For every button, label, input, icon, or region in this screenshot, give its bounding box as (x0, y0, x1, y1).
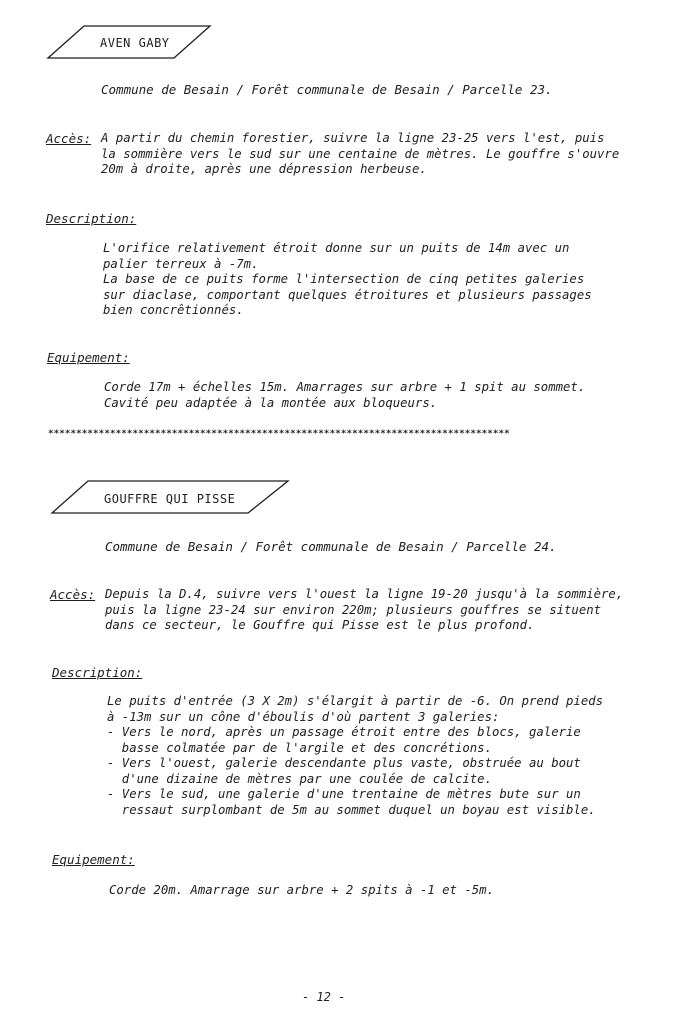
text-line: A partir du chemin forestier, suivre la ligne 23-25 vers l'est, puis (101, 131, 605, 145)
equipement-label: Equipement: (52, 852, 135, 867)
description-label: Description: (52, 665, 143, 680)
text-line: - Vers l'ouest, galerie descendante plus vaste, obstruée au bout (107, 756, 581, 770)
cave-title: AVEN GABY (100, 36, 170, 50)
cave-location: Commune de Besain / Forêt communale de Besain / Parcelle 23. (101, 82, 553, 97)
text-line: puis la ligne 23-24 sur environ 220m; plusieurs gouffres se situent (105, 602, 602, 617)
text-line: - Vers le nord, après un passage étroit entre des blocs, galerie (107, 725, 581, 739)
text-line: 20m à droite, après une dépression herbeuse. (101, 162, 427, 176)
cave-title-box (48, 477, 292, 515)
text-line: basse colmatée par de l'argile et des concrétions. (107, 740, 492, 755)
description-text (107, 694, 603, 818)
text-line: - Vers le sud, une galerie d'une trentaine de mètres bute sur un (107, 787, 581, 801)
text-line: à -13m sur un cône d'éboulis d'où partent 3 galeries: (107, 709, 500, 724)
text-line: L'orifice relativement étroit donne sur un puits de 14m avec un (103, 241, 570, 255)
text-line: ressaut surplombant de 5m au sommet duquel un boyau est visible. (107, 802, 596, 817)
cave-title-box (44, 22, 214, 60)
text-line: La base de ce puits forme l'intersection de cinq petites galeries (103, 272, 585, 286)
acces-label: Accès: (50, 587, 96, 602)
text-line: Corde 17m + échelles 15m. Amarrages sur arbre + 1 spit au sommet. (104, 380, 586, 394)
cave-location: Commune de Besain / Forêt communale de Besain / Parcelle 24. (105, 539, 557, 554)
text-line: la sommière vers le sud sur une centaine de mètres. Le gouffre s'ouvre (101, 146, 620, 161)
equipement-text (104, 380, 585, 411)
text-line: palier terreux à -7m. (103, 256, 259, 271)
text-line: Le puits d'entrée (3 X 2m) s'élargit à partir de -6. On prend pieds (107, 694, 604, 708)
equipement-text (109, 883, 494, 899)
acces-text (101, 131, 619, 178)
page-number: - 12 - (302, 990, 346, 1004)
description-label: Description: (46, 211, 137, 226)
text-line: Corde 20m. Amarrage sur arbre + 2 spits à -1 et -5m. (109, 883, 494, 897)
text-line: Depuis la D.4, suivre vers l'ouest la ligne 19-20 jusqu'à la sommière, (105, 587, 624, 601)
text-line: sur diaclase, comportant quelques étroitures et plusieurs passages (103, 287, 592, 302)
section-separator: ********************************************************************************** (48, 428, 510, 439)
acces-label: Accès: (46, 131, 92, 146)
text-line: d'une dizaine de mètres par une coulée de calcite. (107, 771, 492, 786)
text-line: dans ce secteur, le Gouffre qui Pisse est le plus profond. (105, 618, 535, 632)
cave-title: GOUFFRE QUI PISSE (104, 492, 236, 506)
description-text (103, 241, 592, 319)
text-line: bien concrêtionnés. (103, 303, 244, 317)
text-line: Cavité peu adaptée à la montée aux bloqueurs. (104, 395, 438, 410)
equipement-label: Equipement: (47, 350, 130, 365)
acces-text (105, 587, 623, 634)
